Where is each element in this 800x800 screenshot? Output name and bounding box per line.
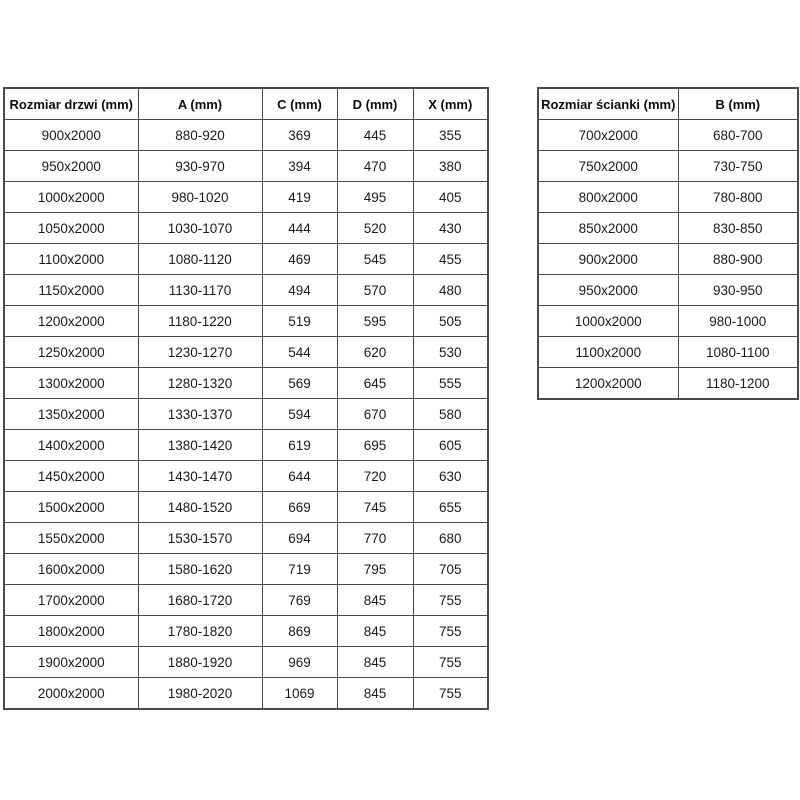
table-row — [4, 306, 488, 337]
table-cell: 1580-1620 — [138, 554, 262, 585]
wall-panel-sizes-table — [537, 87, 799, 400]
table-cell: 530 — [413, 337, 488, 368]
table-cell: 669 — [262, 492, 337, 523]
table-row — [4, 120, 488, 151]
table-cell: 1030-1070 — [138, 213, 262, 244]
table-cell: 455 — [413, 244, 488, 275]
table-row — [538, 368, 798, 400]
table-cell: 644 — [262, 461, 337, 492]
table-cell: 580 — [413, 399, 488, 430]
column-header: X (mm) — [413, 88, 488, 120]
table-cell: 680-700 — [678, 120, 798, 151]
table-cell: 1780-1820 — [138, 616, 262, 647]
column-header: B (mm) — [678, 88, 798, 120]
table-cell: 405 — [413, 182, 488, 213]
table-cell: 1080-1100 — [678, 337, 798, 368]
table-cell: 780-800 — [678, 182, 798, 213]
table-cell: 730-750 — [678, 151, 798, 182]
table-cell: 480 — [413, 275, 488, 306]
table-row — [4, 368, 488, 399]
table-cell: 680 — [413, 523, 488, 554]
table-cell: 430 — [413, 213, 488, 244]
table-cell: 1000x2000 — [538, 306, 678, 337]
table-cell: 670 — [337, 399, 413, 430]
table-cell: 750x2000 — [538, 151, 678, 182]
table-cell: 1350x2000 — [4, 399, 138, 430]
table-cell: 544 — [262, 337, 337, 368]
table-cell: 555 — [413, 368, 488, 399]
table-cell: 980-1020 — [138, 182, 262, 213]
column-header: C (mm) — [262, 88, 337, 120]
table-row — [538, 120, 798, 151]
table-cell: 394 — [262, 151, 337, 182]
table-cell: 720 — [337, 461, 413, 492]
table-cell: 1380-1420 — [138, 430, 262, 461]
table-cell: 369 — [262, 120, 337, 151]
table-row — [4, 523, 488, 554]
table-row — [4, 213, 488, 244]
column-header: Rozmiar ścianki (mm) — [538, 88, 678, 120]
table-row — [4, 244, 488, 275]
table-cell: 495 — [337, 182, 413, 213]
table-cell: 845 — [337, 585, 413, 616]
table-cell: 755 — [413, 678, 488, 710]
table-cell: 1150x2000 — [4, 275, 138, 306]
table-cell: 470 — [337, 151, 413, 182]
table-cell: 950x2000 — [4, 151, 138, 182]
table-cell: 755 — [413, 585, 488, 616]
table-cell: 695 — [337, 430, 413, 461]
table-cell: 705 — [413, 554, 488, 585]
table-cell: 1200x2000 — [538, 368, 678, 400]
table-cell: 830-850 — [678, 213, 798, 244]
table-cell: 419 — [262, 182, 337, 213]
table-cell: 770 — [337, 523, 413, 554]
table-cell: 900x2000 — [4, 120, 138, 151]
table-cell: 694 — [262, 523, 337, 554]
table-cell: 845 — [337, 678, 413, 710]
table-cell: 619 — [262, 430, 337, 461]
table-cell: 519 — [262, 306, 337, 337]
table-row — [538, 337, 798, 368]
table-row — [4, 616, 488, 647]
table-cell: 1700x2000 — [4, 585, 138, 616]
table-cell: 969 — [262, 647, 337, 678]
column-header: Rozmiar drzwi (mm) — [4, 88, 138, 120]
table-cell: 1800x2000 — [4, 616, 138, 647]
table-cell: 545 — [337, 244, 413, 275]
table-cell: 930-970 — [138, 151, 262, 182]
table-cell: 1430-1470 — [138, 461, 262, 492]
table-cell: 1900x2000 — [4, 647, 138, 678]
table-cell: 755 — [413, 616, 488, 647]
table-cell: 880-920 — [138, 120, 262, 151]
table-cell: 719 — [262, 554, 337, 585]
table-cell: 505 — [413, 306, 488, 337]
table-row — [4, 430, 488, 461]
table-cell: 570 — [337, 275, 413, 306]
table-cell: 1980-2020 — [138, 678, 262, 710]
table-cell: 2000x2000 — [4, 678, 138, 710]
table-cell: 1180-1220 — [138, 306, 262, 337]
table-row — [4, 182, 488, 213]
table-cell: 1300x2000 — [4, 368, 138, 399]
table-cell: 950x2000 — [538, 275, 678, 306]
column-header: A (mm) — [138, 88, 262, 120]
table-cell: 850x2000 — [538, 213, 678, 244]
table-cell: 1000x2000 — [4, 182, 138, 213]
table-cell: 869 — [262, 616, 337, 647]
table-row — [4, 461, 488, 492]
table-cell: 769 — [262, 585, 337, 616]
table-cell: 755 — [413, 647, 488, 678]
table-cell: 469 — [262, 244, 337, 275]
table-cell: 900x2000 — [538, 244, 678, 275]
table-cell: 1600x2000 — [4, 554, 138, 585]
table-cell: 980-1000 — [678, 306, 798, 337]
table-cell: 1230-1270 — [138, 337, 262, 368]
table-cell: 1069 — [262, 678, 337, 710]
table-cell: 355 — [413, 120, 488, 151]
table-cell: 655 — [413, 492, 488, 523]
table-cell: 630 — [413, 461, 488, 492]
table-cell: 594 — [262, 399, 337, 430]
table-cell: 1480-1520 — [138, 492, 262, 523]
table-row — [538, 244, 798, 275]
table-cell: 1100x2000 — [4, 244, 138, 275]
table-cell: 1450x2000 — [4, 461, 138, 492]
table-cell: 1400x2000 — [4, 430, 138, 461]
table-row — [4, 585, 488, 616]
table-row — [4, 399, 488, 430]
table-cell: 1330-1370 — [138, 399, 262, 430]
table-row — [4, 647, 488, 678]
table-cell: 645 — [337, 368, 413, 399]
table-cell: 1550x2000 — [4, 523, 138, 554]
table-cell: 1250x2000 — [4, 337, 138, 368]
header-row — [538, 88, 798, 120]
table-row — [4, 275, 488, 306]
door-sizes-table — [3, 87, 489, 710]
table-cell: 845 — [337, 616, 413, 647]
table-row — [538, 151, 798, 182]
column-header: D (mm) — [337, 88, 413, 120]
table-cell: 494 — [262, 275, 337, 306]
table-row — [4, 492, 488, 523]
table-row — [538, 182, 798, 213]
table-cell: 605 — [413, 430, 488, 461]
table-row — [4, 678, 488, 710]
table-row — [538, 213, 798, 244]
table-cell: 795 — [337, 554, 413, 585]
table-cell: 930-950 — [678, 275, 798, 306]
table-cell: 1180-1200 — [678, 368, 798, 400]
table-cell: 445 — [337, 120, 413, 151]
table-cell: 845 — [337, 647, 413, 678]
table-cell: 1530-1570 — [138, 523, 262, 554]
table-cell: 520 — [337, 213, 413, 244]
table-cell: 1280-1320 — [138, 368, 262, 399]
table-cell: 800x2000 — [538, 182, 678, 213]
table-cell: 1680-1720 — [138, 585, 262, 616]
table-cell: 569 — [262, 368, 337, 399]
table-cell: 700x2000 — [538, 120, 678, 151]
table-cell: 880-900 — [678, 244, 798, 275]
header-row — [4, 88, 488, 120]
table-row — [538, 306, 798, 337]
table-cell: 1500x2000 — [4, 492, 138, 523]
table-cell: 745 — [337, 492, 413, 523]
table-cell: 1080-1120 — [138, 244, 262, 275]
table-cell: 1200x2000 — [4, 306, 138, 337]
table-row — [4, 337, 488, 368]
table-cell: 1880-1920 — [138, 647, 262, 678]
table-cell: 1130-1170 — [138, 275, 262, 306]
table-cell: 620 — [337, 337, 413, 368]
table-cell: 595 — [337, 306, 413, 337]
table-row — [4, 151, 488, 182]
table-cell: 444 — [262, 213, 337, 244]
table-cell: 380 — [413, 151, 488, 182]
table-row — [538, 275, 798, 306]
table-row — [4, 554, 488, 585]
table-cell: 1100x2000 — [538, 337, 678, 368]
table-cell: 1050x2000 — [4, 213, 138, 244]
